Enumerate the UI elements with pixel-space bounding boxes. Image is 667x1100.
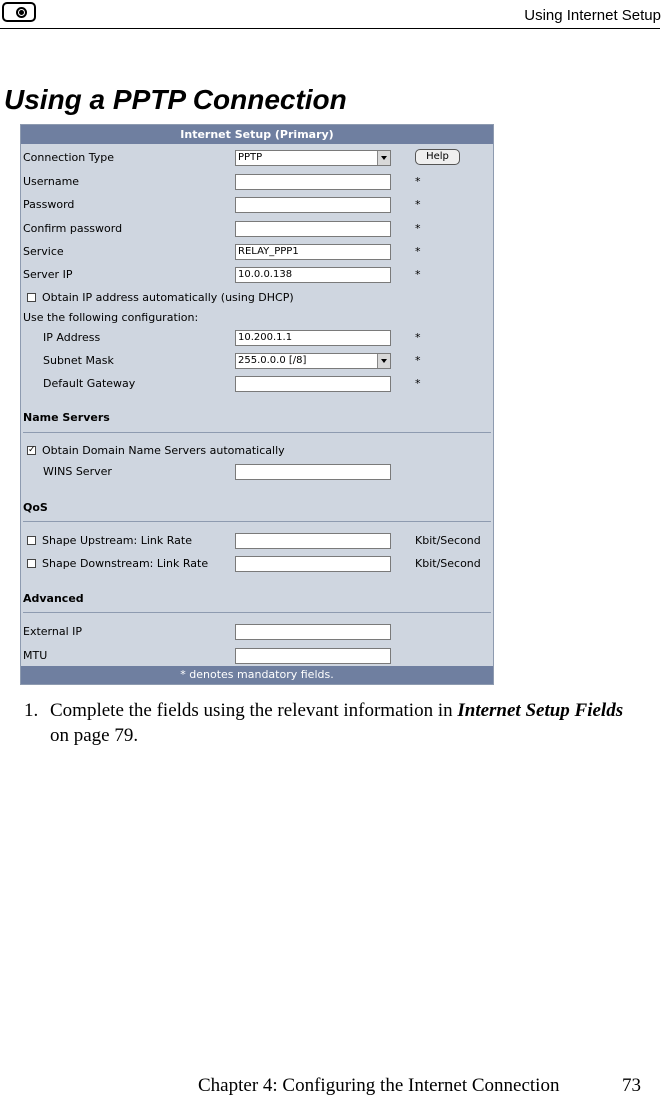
shape-upstream-field[interactable] bbox=[235, 533, 391, 549]
dhcp-checkbox[interactable] bbox=[27, 293, 36, 302]
section-divider bbox=[23, 432, 491, 433]
step-text-after: on page 79. bbox=[50, 725, 139, 746]
mandatory-mark: * bbox=[415, 268, 421, 281]
section-title: Using a PPTP Connection bbox=[4, 84, 347, 115]
password-label: Password bbox=[23, 198, 75, 211]
header-rule bbox=[0, 28, 660, 29]
username-label: Username bbox=[23, 175, 80, 188]
service-label: Service bbox=[23, 245, 64, 258]
subnet-mask-label: Subnet Mask bbox=[43, 354, 114, 367]
upstream-unit: Kbit/Second bbox=[415, 534, 481, 547]
mandatory-mark: * bbox=[415, 222, 421, 235]
shape-downstream-checkbox[interactable] bbox=[27, 559, 36, 568]
connection-type-select[interactable] bbox=[235, 150, 391, 166]
mandatory-mark: * bbox=[415, 175, 421, 188]
qos-heading: QoS bbox=[23, 501, 48, 514]
step-text-before: Complete the fields using the relevant information in bbox=[50, 700, 458, 721]
service-field[interactable]: RELAY_PPP1 bbox=[235, 244, 391, 260]
wins-server-label: WINS Server bbox=[43, 465, 112, 478]
confirm-password-field[interactable] bbox=[235, 221, 391, 237]
internet-setup-fields-link[interactable]: Internet Setup Fields bbox=[457, 700, 624, 721]
running-header-title: Using Internet Setup bbox=[524, 7, 661, 24]
default-gateway-field[interactable] bbox=[235, 376, 391, 392]
obtain-dns-label: Obtain Domain Name Servers automatically bbox=[42, 444, 285, 457]
default-gateway-label: Default Gateway bbox=[43, 377, 136, 390]
shape-upstream-label: Shape Upstream: Link Rate bbox=[42, 534, 192, 547]
mtu-label: MTU bbox=[23, 649, 48, 662]
shape-downstream-label: Shape Downstream: Link Rate bbox=[42, 557, 209, 570]
external-ip-field[interactable] bbox=[235, 624, 391, 640]
step-number: 1. bbox=[24, 700, 39, 721]
page-number: 73 bbox=[622, 1075, 641, 1096]
step-text bbox=[50, 698, 644, 748]
mandatory-mark: * bbox=[415, 331, 421, 344]
password-field[interactable] bbox=[235, 197, 391, 213]
dhcp-checkbox-label: Obtain IP address automatically (using DHCP) bbox=[42, 291, 294, 304]
username-field[interactable] bbox=[235, 174, 391, 190]
mtu-field[interactable] bbox=[235, 648, 391, 664]
external-ip-label: External IP bbox=[23, 625, 83, 638]
name-servers-heading: Name Servers bbox=[23, 411, 110, 424]
footer-chapter: Chapter 4: Configuring the Internet Connection bbox=[198, 1075, 560, 1096]
connection-type-value: PPTP bbox=[238, 152, 263, 163]
camera-lens-dot bbox=[19, 10, 24, 15]
internet-setup-panel bbox=[20, 124, 494, 685]
camera-icon bbox=[2, 2, 36, 22]
chevron-down-icon[interactable] bbox=[377, 151, 390, 165]
shape-downstream-field[interactable] bbox=[235, 556, 391, 572]
shape-upstream-checkbox[interactable] bbox=[27, 536, 36, 545]
section-divider bbox=[23, 521, 491, 522]
help-button[interactable]: Help bbox=[415, 149, 460, 165]
mandatory-mark: * bbox=[415, 377, 421, 390]
ip-address-label: IP Address bbox=[43, 331, 101, 344]
mandatory-note: * denotes mandatory fields. bbox=[21, 666, 493, 684]
advanced-heading: Advanced bbox=[23, 592, 84, 605]
server-ip-field[interactable]: 10.0.0.138 bbox=[235, 267, 391, 283]
mandatory-mark: * bbox=[415, 354, 421, 367]
downstream-unit: Kbit/Second bbox=[415, 557, 481, 570]
section-divider bbox=[23, 612, 491, 613]
use-following-label: Use the following configuration: bbox=[23, 311, 199, 324]
panel-title: Internet Setup (Primary) bbox=[21, 125, 493, 144]
subnet-mask-select[interactable] bbox=[235, 353, 391, 369]
obtain-dns-checkbox[interactable]: ✓ bbox=[28, 445, 36, 455]
connection-type-label: Connection Type bbox=[23, 151, 115, 164]
mandatory-mark: * bbox=[415, 198, 421, 211]
subnet-mask-value: 255.0.0.0 [/8] bbox=[238, 355, 307, 366]
confirm-password-label: Confirm password bbox=[23, 222, 123, 235]
server-ip-label: Server IP bbox=[23, 268, 73, 281]
chevron-down-icon[interactable] bbox=[377, 354, 390, 368]
mandatory-mark: * bbox=[415, 245, 421, 258]
ip-address-field[interactable]: 10.200.1.1 bbox=[235, 330, 391, 346]
wins-server-field[interactable] bbox=[235, 464, 391, 480]
